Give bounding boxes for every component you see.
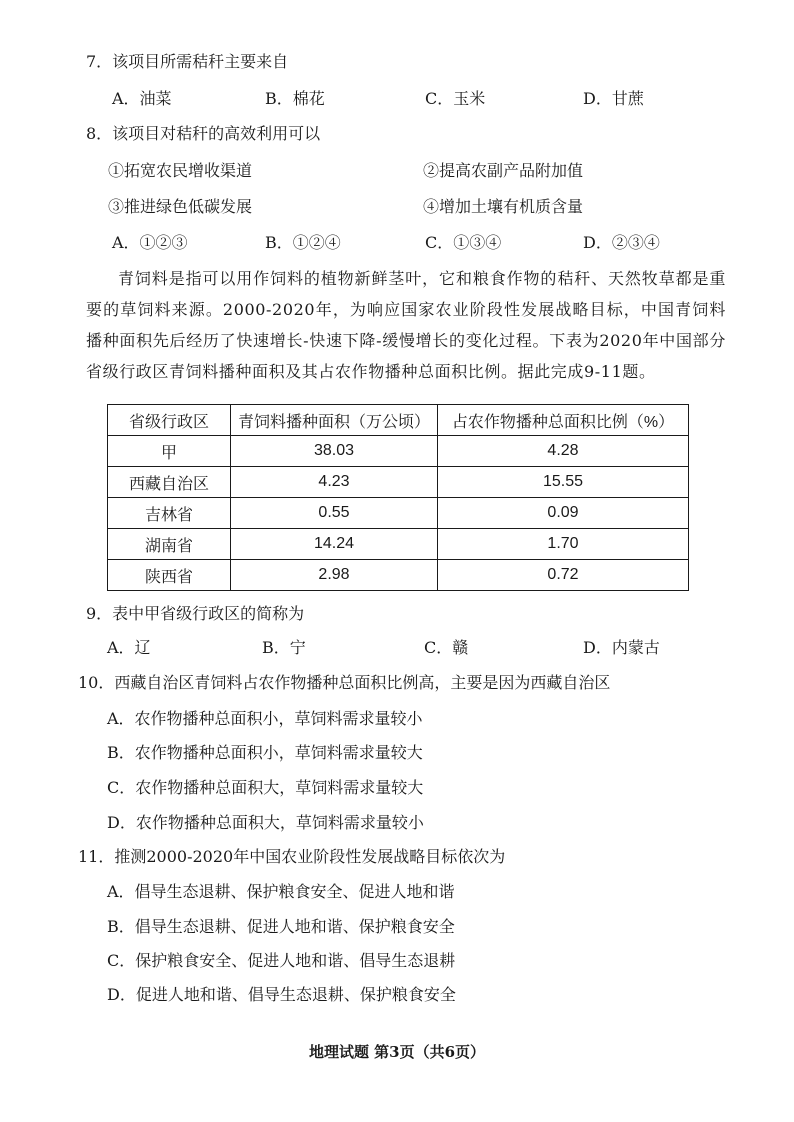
table-cell-province: 吉林省 xyxy=(108,498,231,529)
table-cell-ratio: 4.28 xyxy=(438,436,689,467)
question-10-option-b: B．农作物播种总面积小，草饲料需求量较大 xyxy=(107,743,423,762)
question-11-option-b: B．倡导生态退耕、促进人地和谐、保护粮食安全 xyxy=(107,917,455,936)
question-7-stem: 7．该项目所需秸秆主要来自 xyxy=(86,52,289,71)
question-11-option-a: A．倡导生态退耕、保护粮食安全、促进人地和谐 xyxy=(107,882,455,901)
table-cell-province: 陕西省 xyxy=(108,560,231,591)
question-8-option-d: D．②③④ xyxy=(583,233,660,252)
table-header-province: 省级行政区 xyxy=(108,405,231,436)
question-11-option-c: C．保护粮食安全、促进人地和谐、倡导生态退耕 xyxy=(107,951,456,970)
question-10-option-c: C．农作物播种总面积大，草饲料需求量较大 xyxy=(107,778,424,797)
table-cell-area: 0.55 xyxy=(231,498,438,529)
data-table xyxy=(107,404,689,591)
table-cell-area: 38.03 xyxy=(231,436,438,467)
question-9-stem: 9．表中甲省级行政区的简称为 xyxy=(86,604,305,623)
question-10-option-d: D．农作物播种总面积大，草饲料需求量较小 xyxy=(107,813,424,832)
question-7-option-d: D．甘蔗 xyxy=(583,89,644,108)
table-cell-ratio: 0.09 xyxy=(438,498,689,529)
question-10-stem: 10．西藏自治区青饲料占农作物播种总面积比例高，主要是因为西藏自治区 xyxy=(78,673,611,692)
table-cell-ratio: 1.70 xyxy=(438,529,689,560)
table-header-row xyxy=(108,405,689,436)
question-11-stem: 11．推测2000-2020年中国农业阶段性发展战略目标依次为 xyxy=(78,847,506,866)
table-cell-ratio: 0.72 xyxy=(438,560,689,591)
table-cell-area: 14.24 xyxy=(231,529,438,560)
question-8-stem: 8．该项目对秸秆的高效利用可以 xyxy=(86,124,321,143)
table-header-area: 青饲料播种面积（万公顷） xyxy=(231,405,438,436)
question-7-option-b: B．棉花 xyxy=(265,89,325,108)
table-row xyxy=(108,560,689,591)
question-11-option-d: D．促进人地和谐、倡导生态退耕、保护粮食安全 xyxy=(107,985,456,1004)
question-7-option-c: C．玉米 xyxy=(425,89,486,108)
table-cell-area: 2.98 xyxy=(231,560,438,591)
question-8-item-1: ①拓宽农民增收渠道 xyxy=(108,161,253,180)
passage-text: 青饲料是指可以用作饲料的植物新鲜茎叶，它和粮食作物的秸秆、天然牧草都是重要的草饲料来源。2000-2020年，为响应国家农业阶段性发展战略目标，中国青饲料播种面积先后经历了快速增长-快速下降-缓慢增长的变化过程。下表为2020年中国部分省级行政区青饲料播种面积及其占农作物播种总面积比例。据此完成9-11题。 xyxy=(86,269,726,381)
table-cell-province: 西藏自治区 xyxy=(108,467,231,498)
question-8-item-2: ②提高农副产品附加值 xyxy=(423,161,584,180)
table-row xyxy=(108,467,689,498)
question-9-option-c: C．赣 xyxy=(424,638,469,657)
question-10-option-a: A．农作物播种总面积小，草饲料需求量较小 xyxy=(107,709,423,728)
table-row xyxy=(108,529,689,560)
table-cell-province: 湖南省 xyxy=(108,529,231,560)
question-8-option-b: B．①②④ xyxy=(265,233,341,252)
question-8-item-4: ④增加土壤有机质含量 xyxy=(423,197,584,216)
question-7-option-a: A．油菜 xyxy=(112,89,172,108)
table-row xyxy=(108,436,689,467)
question-8-option-c: C．①③④ xyxy=(425,233,502,252)
question-9-option-b: B．宁 xyxy=(262,638,306,657)
page-footer: 地理试题 第3页（共6页） xyxy=(308,1043,486,1061)
question-9-option-d: D．内蒙古 xyxy=(583,638,660,657)
table-cell-ratio: 15.55 xyxy=(438,467,689,498)
question-9-option-a: A．辽 xyxy=(107,638,151,657)
table-cell-province: 甲 xyxy=(108,436,231,467)
question-8-item-3: ③推进绿色低碳发展 xyxy=(108,197,253,216)
table-header-ratio: 占农作物播种总面积比例（%） xyxy=(438,405,689,436)
question-8-option-a: A．①②③ xyxy=(112,233,188,252)
table-cell-area: 4.23 xyxy=(231,467,438,498)
table-row xyxy=(108,498,689,529)
